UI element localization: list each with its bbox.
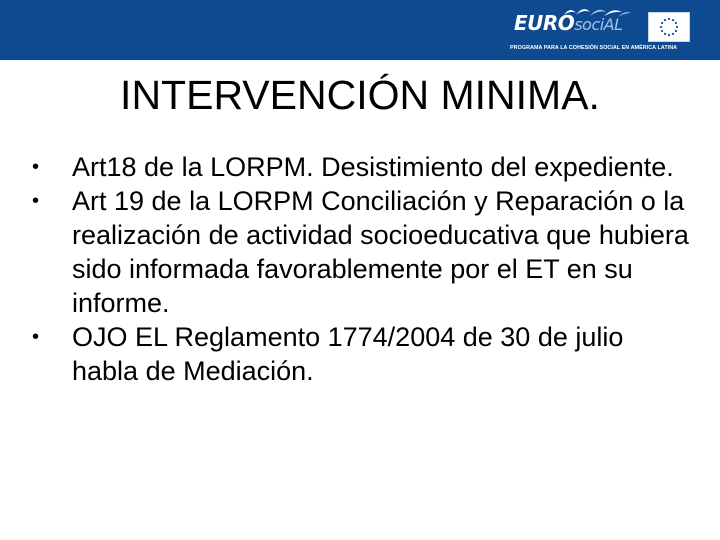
- bullet-text: OJO EL Reglamento 1774/2004 de 30 de julio habla de Mediación.: [72, 322, 624, 386]
- bullet-item: [26, 320, 696, 388]
- logo-name-part2: sociAL: [574, 15, 623, 34]
- bullet-text: Art 19 de la LORPM Conciliación y Reparación o la realización de actividad socioeducativa que hubiera sido informada favorablemente por el ET en su informe.: [72, 186, 689, 318]
- bullet-text: Art18 de la LORPM. Desistimiento del expediente.: [72, 152, 674, 182]
- eu-flag-icon: [648, 12, 690, 42]
- header-bar: [0, 0, 720, 60]
- logo-tagline: PROGRAMA PARA LA COHESIÓN SOCIAL EN AMÉRICA LATINA: [510, 45, 678, 51]
- bullet-item: [26, 150, 696, 184]
- bullet-marker: •: [32, 326, 40, 348]
- slide-title: INTERVENCIÓN MINIMA.: [120, 72, 600, 118]
- logo-wordmark: [514, 12, 623, 36]
- bullet-item: [26, 184, 696, 320]
- bullet-list: [26, 150, 696, 388]
- bullet-marker: •: [32, 156, 40, 178]
- eurosocial-logo: [510, 4, 690, 56]
- logo-name-part1: EURO: [514, 11, 575, 35]
- bullet-marker: •: [32, 190, 40, 212]
